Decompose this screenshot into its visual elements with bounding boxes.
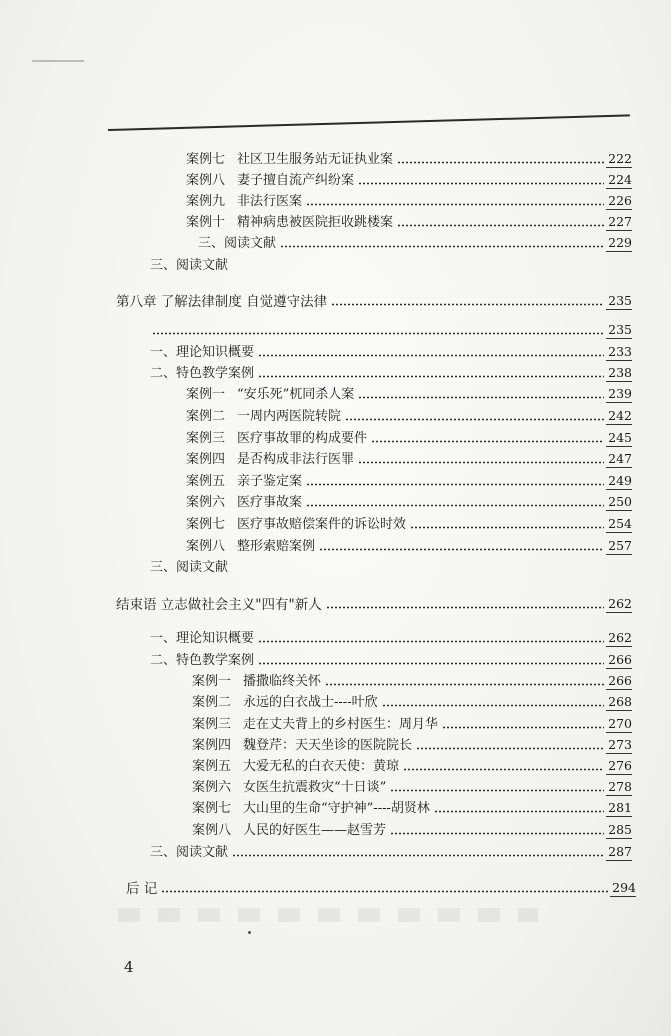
chapter-page: 262: [608, 596, 632, 611]
case-label: 案例七: [192, 801, 232, 816]
toc-entry[interactable]: [150, 844, 632, 861]
dot-leader: [319, 548, 604, 551]
toc-entry[interactable]: [192, 800, 632, 817]
case-label: 案例十: [186, 215, 226, 230]
case-label: 案例七: [186, 152, 226, 167]
entry-title: 三、阅读文献: [198, 236, 277, 251]
toc-entry[interactable]: [150, 344, 632, 361]
case-label: 案例五: [192, 759, 232, 774]
page-number: 4: [124, 958, 134, 976]
dot-leader: [442, 726, 604, 729]
entry-page: 266: [608, 673, 632, 688]
dot-leader: [403, 768, 604, 771]
entry-title: 一、理论知识概要: [150, 345, 255, 360]
entry-title: 非法行医案: [237, 194, 303, 209]
case-label: 案例八: [186, 539, 226, 554]
entry-page: 235: [608, 322, 632, 337]
toc-entry[interactable]: [150, 365, 632, 382]
entry-title: 女医生抗震救灾“十日谈”: [243, 780, 387, 795]
entry-title: 人民的好医生——赵雪芳: [243, 823, 387, 838]
toc-entry[interactable]: [150, 322, 632, 339]
scan-speck: [248, 931, 251, 934]
case-label: 案例五: [186, 474, 226, 489]
dot-leader: [280, 245, 604, 248]
case-label: 案例八: [192, 823, 232, 838]
dot-leader: [152, 332, 604, 335]
entry-title: 走在丈夫背上的乡村医生：周月华: [243, 717, 439, 732]
scan-mark: [32, 60, 84, 62]
toc-entry[interactable]: [192, 694, 632, 711]
dot-leader: [258, 375, 604, 378]
toc-entry[interactable]: [186, 386, 632, 403]
toc-entry[interactable]: [192, 758, 632, 775]
entry-page: 227: [608, 214, 632, 229]
toc-entry[interactable]: [186, 538, 632, 555]
entry-title: 三、阅读文献: [150, 258, 229, 273]
dot-leader: [306, 483, 604, 486]
afterword-page: 294: [612, 880, 636, 895]
entry-page: 245: [608, 430, 632, 445]
entry-title: 大爱无私的白衣天使：黄琼: [243, 759, 400, 774]
dot-leader: [325, 683, 604, 686]
toc-entry[interactable]: [186, 172, 632, 189]
chapter-heading[interactable]: [116, 596, 632, 613]
entry-page: 278: [608, 779, 632, 794]
dot-leader: [390, 832, 604, 835]
entry-title: 一、理论知识概要: [150, 631, 255, 646]
case-label: 案例六: [192, 780, 232, 795]
entry-title: 三、阅读文献: [150, 845, 229, 860]
entry-page: 276: [608, 758, 632, 773]
case-label: 案例四: [192, 738, 232, 753]
dot-leader: [258, 662, 604, 665]
case-label: 案例九: [186, 194, 226, 209]
entry-page: 281: [608, 800, 632, 815]
case-label: 案例一: [192, 674, 232, 689]
entry-title: 三、阅读文献: [150, 560, 229, 575]
dot-leader: [232, 854, 604, 857]
toc-entry[interactable]: [150, 257, 632, 274]
entry-title: 二、特色教学案例: [150, 366, 255, 381]
toc-entry[interactable]: [186, 494, 632, 511]
toc-entry[interactable]: [150, 630, 632, 647]
entry-page: 239: [608, 386, 632, 401]
entry-title: 医疗事故罪的构成要件: [237, 431, 368, 446]
dot-leader: [345, 418, 604, 421]
toc-entry[interactable]: [192, 737, 632, 754]
entry-title: 整形索赔案例: [237, 539, 316, 554]
entry-page: 287: [608, 844, 632, 859]
entry-page: 285: [608, 822, 632, 837]
case-label: 案例三: [192, 717, 232, 732]
toc-entry[interactable]: [186, 516, 632, 533]
toc-entry[interactable]: [192, 716, 632, 733]
case-label: 案例一: [186, 387, 226, 402]
entry-title: 医疗事故案: [237, 495, 303, 510]
entry-page: 250: [608, 494, 632, 509]
toc-entry[interactable]: [192, 779, 632, 796]
entry-title: 大山里的生命“守护神”----胡贤林: [243, 801, 430, 816]
entry-page: 270: [608, 716, 632, 731]
case-label: 案例六: [186, 495, 226, 510]
chapter-title: 结束语 立志做社会主义"四有"新人: [116, 597, 322, 613]
toc-entry[interactable]: [186, 193, 632, 210]
entry-page: 247: [608, 451, 632, 466]
toc-entry[interactable]: [186, 151, 632, 168]
entry-title: 医疗事故赔偿案件的诉讼时效: [237, 517, 407, 532]
dot-leader: [358, 182, 604, 185]
toc-entry[interactable]: [150, 652, 632, 669]
toc-entry[interactable]: [186, 451, 632, 468]
entry-page: 257: [608, 538, 632, 553]
entry-page: 229: [608, 235, 632, 250]
entry-title: 二、特色教学案例: [150, 653, 255, 668]
toc-entry[interactable]: [150, 559, 632, 576]
dot-leader: [358, 461, 604, 464]
dot-leader: [306, 203, 604, 206]
entry-page: 224: [608, 172, 632, 187]
dot-leader: [382, 704, 605, 707]
dot-leader: [306, 504, 604, 507]
entry-title: 一周内两医院转院: [237, 409, 342, 424]
entry-page: 266: [608, 652, 632, 667]
entry-page: 233: [608, 344, 632, 359]
dot-leader: [358, 396, 604, 399]
toc-entry[interactable]: [192, 822, 632, 839]
entry-title: 魏登芹：天天坐诊的医院院长: [243, 738, 413, 753]
entry-page: 262: [608, 630, 632, 645]
case-label: 案例四: [186, 452, 226, 467]
case-label: 案例二: [192, 695, 232, 710]
dot-leader: [397, 161, 604, 164]
case-label: 案例七: [186, 517, 226, 532]
chapter-page: 235: [608, 293, 632, 308]
case-label: 案例二: [186, 409, 226, 424]
toc-entry[interactable]: [186, 235, 632, 252]
entry-title: 永远的白衣战士----叶欣: [243, 695, 378, 710]
toc-entry[interactable]: [192, 673, 632, 690]
chapter-title: 第八章 了解法律制度 自觉遵守法律: [116, 294, 328, 310]
entry-title: “安乐死”杌同杀人案: [237, 387, 355, 402]
case-label: 案例八: [186, 173, 226, 188]
toc-entry[interactable]: [186, 430, 632, 447]
entry-page: 238: [608, 365, 632, 380]
entry-page: 254: [608, 516, 632, 531]
case-label: 案例三: [186, 431, 226, 446]
dot-leader: [326, 606, 604, 609]
entry-page: 268: [608, 694, 632, 709]
scan-artifact: [118, 908, 538, 922]
dot-leader: [258, 354, 604, 357]
entry-page: 273: [608, 737, 632, 752]
entry-title: 社区卫生服务站无证执业案: [237, 152, 394, 167]
dot-leader: [410, 526, 604, 529]
dot-leader: [397, 224, 604, 227]
dot-leader: [161, 890, 608, 893]
entry-page: 222: [608, 151, 632, 166]
afterword-heading[interactable]: [126, 880, 636, 897]
entry-title: 妻子擅自流产纠纷案: [237, 173, 355, 188]
entry-page: 242: [608, 408, 632, 423]
entry-title: 是否构成非法行医罪: [237, 452, 355, 467]
entry-title: 亲子鉴定案: [237, 474, 303, 489]
dot-leader: [390, 789, 604, 792]
entry-title: 播撒临终关怀: [243, 674, 322, 689]
dot-leader: [416, 747, 604, 750]
dot-leader: [258, 640, 604, 643]
header-rule: [108, 114, 630, 131]
afterword-title: 后 记: [126, 881, 158, 897]
entry-page: 249: [608, 473, 632, 488]
dot-leader: [371, 440, 604, 443]
dot-leader: [331, 303, 604, 306]
dot-leader: [434, 810, 604, 813]
toc-entry[interactable]: [186, 214, 632, 231]
toc-entry[interactable]: [186, 473, 632, 490]
chapter-heading[interactable]: [116, 293, 632, 310]
toc-entry[interactable]: [186, 408, 632, 425]
entry-page: 226: [608, 193, 632, 208]
entry-title: 精神病患被医院拒收跳楼案: [237, 215, 394, 230]
